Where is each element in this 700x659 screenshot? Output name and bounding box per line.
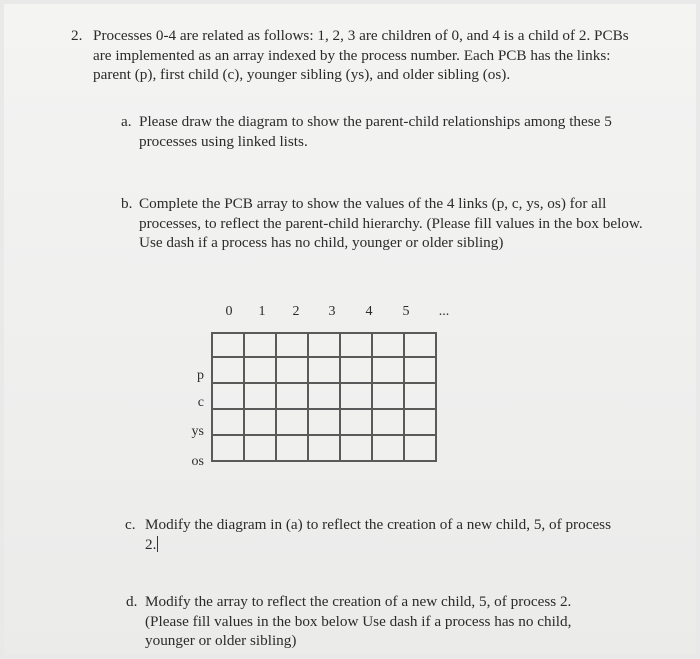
pcb-cell[interactable] <box>276 383 308 409</box>
pcb-column-header: 1 <box>258 304 266 319</box>
pcb-cell[interactable] <box>308 409 340 435</box>
pcb-array-grid <box>211 332 437 462</box>
pcb-cell[interactable] <box>308 333 340 357</box>
pcb-cell[interactable] <box>404 383 436 409</box>
pcb-cell[interactable] <box>308 383 340 409</box>
pcb-column-header: 2 <box>292 304 300 319</box>
pcb-row-label-c: c <box>197 395 204 410</box>
part-c-text <box>145 515 615 554</box>
pcb-cell[interactable] <box>244 333 276 357</box>
pcb-cell[interactable] <box>244 383 276 409</box>
question-text: Processes 0-4 are related as follows: 1, 2, 3 are children of 0, and 4 is a child of 2. PCBs are implemented as an array indexed by the process number. Each PCB has the links: parent (p), first child (c), younger sibling (ys), and older sibling (os). <box>93 27 629 83</box>
pcb-cell[interactable] <box>212 357 244 383</box>
pcb-cell[interactable] <box>404 409 436 435</box>
part-d-label: d. <box>126 593 138 610</box>
pcb-cell[interactable] <box>244 435 276 461</box>
pcb-cell[interactable] <box>340 435 372 461</box>
pcb-cell[interactable] <box>372 357 404 383</box>
pcb-column-header: 4 <box>365 304 373 319</box>
pcb-cell[interactable] <box>372 383 404 409</box>
pcb-cell[interactable] <box>276 435 308 461</box>
pcb-row-label-p: p <box>197 368 204 383</box>
part-c-text-content: Modify the diagram in (a) to reflect the creation of a new child, 5, of process 2. <box>145 516 611 553</box>
pcb-cell[interactable] <box>212 383 244 409</box>
part-a-label: a. <box>121 113 132 130</box>
pcb-column-header: 3 <box>328 304 336 319</box>
pcb-cell[interactable] <box>244 357 276 383</box>
pcb-column-header: 5 <box>402 304 410 319</box>
pcb-cell[interactable] <box>308 357 340 383</box>
pcb-cell[interactable] <box>276 409 308 435</box>
pcb-cell[interactable] <box>340 409 372 435</box>
pcb-cell[interactable] <box>276 333 308 357</box>
pcb-cell[interactable] <box>340 357 372 383</box>
pcb-cell[interactable] <box>372 409 404 435</box>
pcb-cell[interactable] <box>340 333 372 357</box>
pcb-column-header: 0 <box>225 304 233 319</box>
pcb-cell[interactable] <box>276 357 308 383</box>
pcb-cell[interactable] <box>212 409 244 435</box>
pcb-cell[interactable] <box>404 333 436 357</box>
pcb-row-label-ys: ys <box>191 424 204 439</box>
pcb-cell[interactable] <box>404 357 436 383</box>
pcb-cell[interactable] <box>404 435 436 461</box>
pcb-cell[interactable] <box>212 435 244 461</box>
pcb-cell[interactable] <box>372 435 404 461</box>
part-b-text: Complete the PCB array to show the values of the 4 links (p, c, ys, os) for all processes, to reflect the parent-child hierarchy. (Please fill values in the box below. Use dash if a process has no child, younger or older sibling) <box>139 195 643 251</box>
pcb-cell[interactable] <box>308 435 340 461</box>
pcb-cell[interactable] <box>340 383 372 409</box>
pcb-row-label-os: os <box>191 454 204 469</box>
part-b-label: b. <box>121 195 133 212</box>
part-d-text: Modify the array to reflect the creation of a new child, 5, of process 2. (Please fill values in the box below Use dash if a process has no child, younger or older sibling) <box>145 593 572 649</box>
question-number: 2. <box>71 27 83 44</box>
pcb-cell[interactable] <box>212 333 244 357</box>
text-cursor <box>157 536 158 552</box>
worksheet-page <box>4 4 696 655</box>
part-c-label: c. <box>125 516 136 533</box>
pcb-cell[interactable] <box>372 333 404 357</box>
pcb-cell[interactable] <box>244 409 276 435</box>
pcb-column-header: ... <box>438 304 450 319</box>
part-a-text: Please draw the diagram to show the parent-child relationships among these 5 processes using linked lists. <box>139 113 612 150</box>
